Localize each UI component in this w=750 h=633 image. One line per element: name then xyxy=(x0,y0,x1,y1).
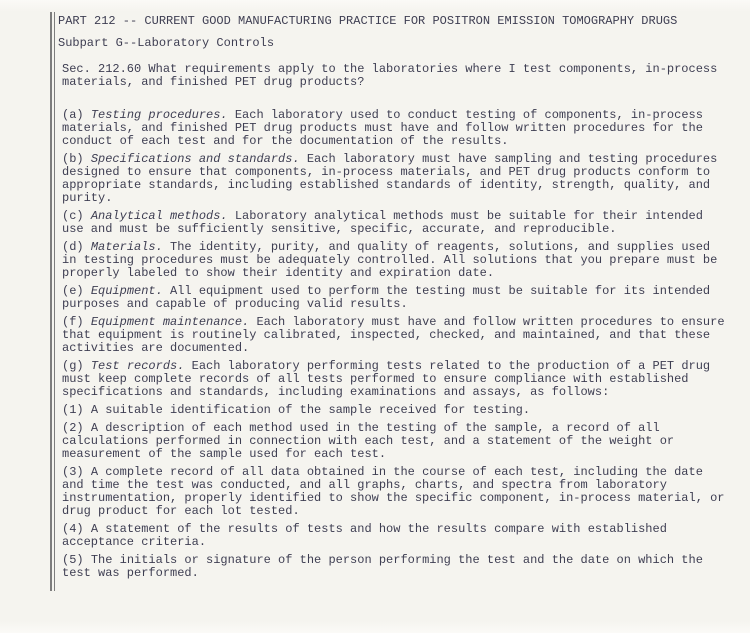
regulation-paragraph xyxy=(58,109,728,148)
paragraph-number: (2) xyxy=(62,421,91,435)
paragraph-text: A complete record of all data obtained in the course of each test, including the date and time the test was conducted, and all graphs, charts, and spectra from laboratory instrumentation, properly identified to show the specific component, in-process material, or drug product for each lot tested. xyxy=(62,465,725,518)
part-title: PART 212 -- CURRENT GOOD MANUFACTURING PRACTICE FOR POSITRON EMISSION TOMOGRAPHY DRUGS xyxy=(58,14,678,28)
regulation-paragraph xyxy=(58,422,728,461)
regulation-paragraph xyxy=(58,210,728,236)
left-double-rule-outer xyxy=(50,12,52,591)
paragraph-number: (c) xyxy=(62,209,91,223)
subpart-title: Subpart G--Laboratory Controls xyxy=(58,36,275,50)
paragraph-term-italic: Specifications and standards. xyxy=(90,152,307,166)
paragraph-term-italic: Analytical methods. xyxy=(90,209,235,223)
section-heading: Sec. 212.60 What requirements apply to the laboratories where I test components, in-process materials, and finished PET drug products? xyxy=(62,62,718,89)
paragraph-text: Each laboratory must have sampling and testing procedures designed to ensure that components, in-process materials, and PET drug products conform to appropriate standards, including established standards of identity, strength, quality, and purity. xyxy=(62,152,718,205)
paragraph-text: Each laboratory used to conduct testing of components, in-process materials, and finished PET drug products must have and follow written procedures for the conduct of each test and for the documentation of the results. xyxy=(62,108,703,148)
document-content xyxy=(58,15,724,580)
regulation-paragraph xyxy=(58,404,728,417)
paragraph-number: (g) xyxy=(62,359,91,373)
paragraph-number: (3) xyxy=(62,465,91,479)
paragraph-text: A description of each method used in the testing of the sample, a record of all calculations performed in connection with each test, and a statement of the weight or measurement of the sample used for each test. xyxy=(62,421,675,461)
paragraph-text: The identity, purity, and quality of reagents, solutions, and supplies used in testing procedures must be adequately controlled. All solutions that you prepare must be properly labeled to show their identity and expiration date. xyxy=(62,240,718,280)
paragraph-number: (d) xyxy=(62,240,91,254)
left-double-rule-inner xyxy=(54,12,56,591)
paragraph-number: (5) xyxy=(62,553,91,567)
paragraph-number: (1) xyxy=(62,403,91,417)
paragraph-term-italic: Equipment. xyxy=(90,284,171,298)
paragraph-term-italic: Testing procedures. xyxy=(90,108,235,122)
paragraph-term-italic: Materials. xyxy=(90,240,171,254)
paragraph-number: (e) xyxy=(62,284,91,298)
paragraph-number: (4) xyxy=(62,522,91,536)
paragraph-term-italic: Test records. xyxy=(90,359,192,373)
regulation-paragraph xyxy=(58,153,728,205)
paragraph-text: A suitable identification of the sample received for testing. xyxy=(90,403,531,417)
regulation-paragraph xyxy=(58,554,728,580)
regulation-paragraph xyxy=(58,241,728,280)
regulation-paragraph xyxy=(58,360,728,399)
regulation-paragraph xyxy=(58,316,728,355)
paragraph-number: (a) xyxy=(62,108,91,122)
paragraph-text: Each laboratory must have and follow written procedures to ensure that equipment is routinely calibrated, inspected, checked, and maintained, and that these activities are documented. xyxy=(62,315,725,355)
regulation-paragraph xyxy=(58,523,728,549)
paragraph-number: (b) xyxy=(62,152,91,166)
regulation-paragraph xyxy=(58,285,728,311)
paragraph-text: A statement of the results of tests and how the results compare with established acceptance criteria. xyxy=(62,522,667,549)
paragraph-text: Each laboratory performing tests related to the production of a PET drug must keep complete records of all tests performed to ensure compliance with established specifications and standards, including examinations and assays, as follows: xyxy=(62,359,711,399)
paragraph-number: (f) xyxy=(62,315,91,329)
paragraph-text: Laboratory analytical methods must be suitable for their intended use and must be sufficiently sensitive, specific, accurate, and reproducible. xyxy=(62,209,703,236)
paragraph-text: All equipment used to perform the testing must be suitable for its intended purposes and capable of producing valid results. xyxy=(62,284,711,311)
regulation-paragraph xyxy=(58,466,728,518)
paragraph-text: The initials or signature of the person performing the test and the date on which the test was performed. xyxy=(62,553,703,580)
paragraph-list xyxy=(58,109,724,580)
paragraph-term-italic: Equipment maintenance. xyxy=(90,315,257,329)
